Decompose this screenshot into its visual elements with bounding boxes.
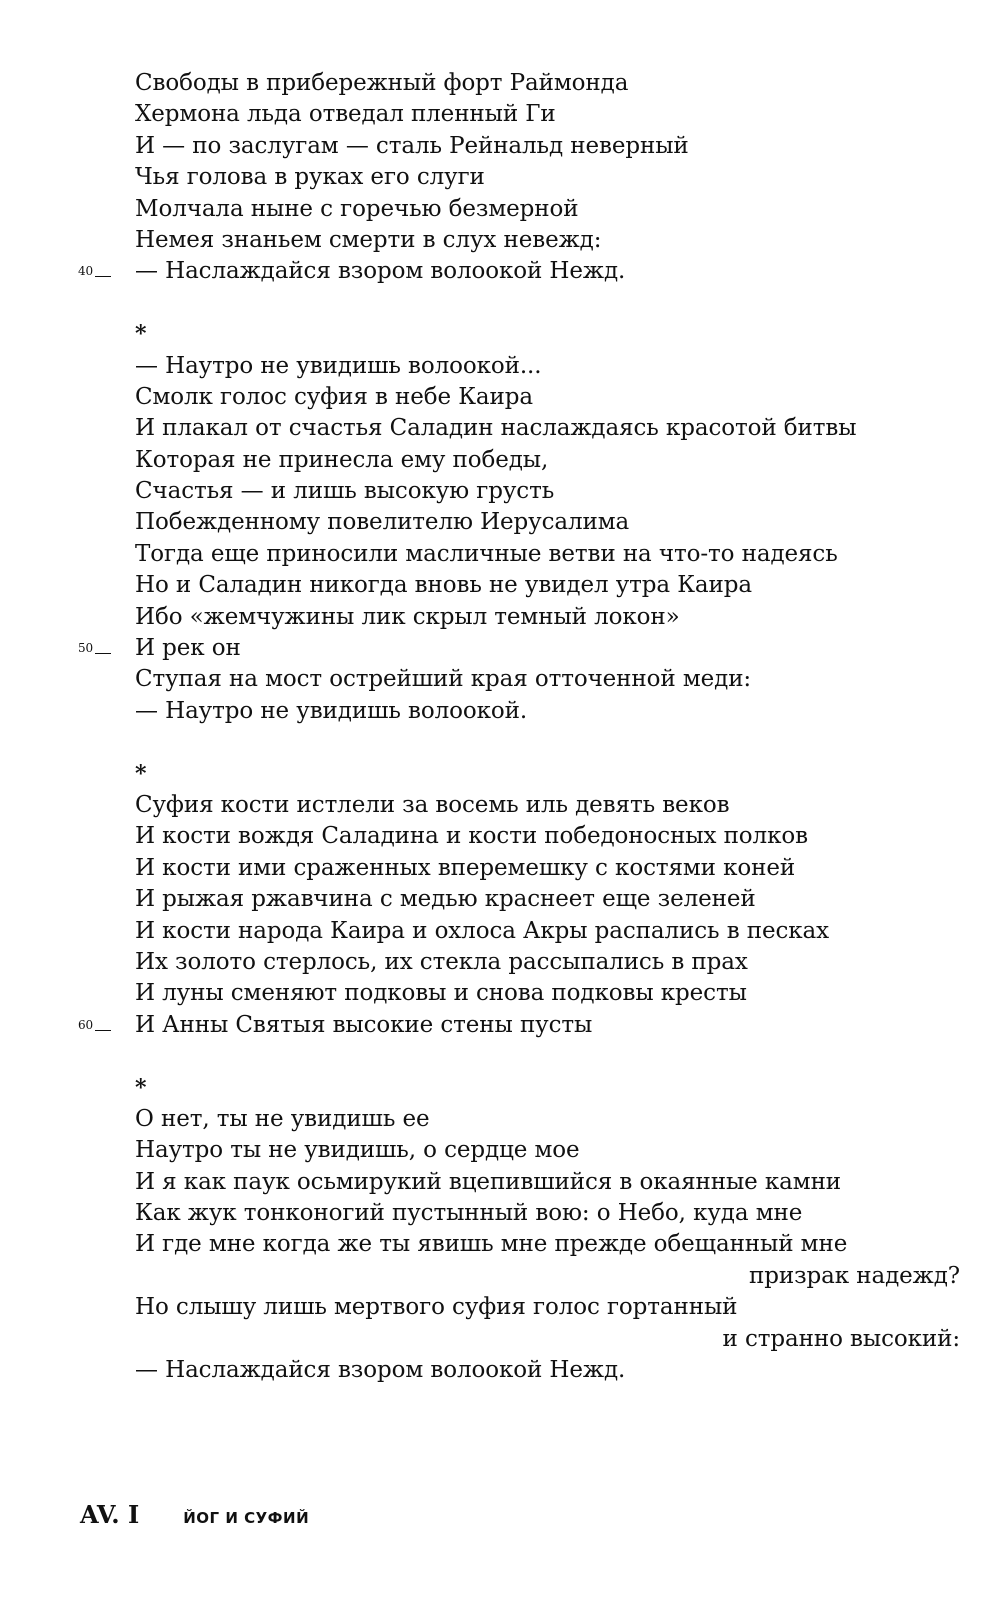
poem-line-text: — Наслаждайся взором волоокой Нежд. bbox=[135, 1357, 626, 1384]
poem-line-text: Ступая на мост острейший края отточенной меди: bbox=[135, 666, 752, 693]
poem-line bbox=[0, 382, 1000, 413]
poem-line-text: И кости ими сраженных вперемешку с костями коней bbox=[135, 854, 796, 881]
poem-line-text: Наутро ты не увидишь, о сердце мое bbox=[135, 1137, 580, 1164]
poem-line-text: Ибо «жемчужины лик скрыл темный локон» bbox=[135, 603, 680, 630]
poem-line-text: Счастья — и лишь высокую грусть bbox=[135, 478, 555, 505]
separator-star: * bbox=[135, 321, 147, 348]
line-number: 40 bbox=[78, 256, 111, 287]
poem-line bbox=[0, 853, 1000, 884]
poem-line bbox=[0, 445, 1000, 476]
poem-line-continuation bbox=[0, 1261, 1000, 1292]
section-number: AV. I bbox=[80, 1500, 140, 1529]
separator-star: * bbox=[135, 1074, 147, 1101]
poem-line-text: Побежденному повелителю Иерусалима bbox=[135, 509, 630, 536]
poem-line bbox=[0, 68, 1000, 99]
poem-line bbox=[0, 633, 1000, 664]
poem-line bbox=[0, 1355, 1000, 1386]
stanza-separator bbox=[0, 759, 1000, 790]
poem-line bbox=[0, 539, 1000, 570]
stanza-separator bbox=[0, 1073, 1000, 1104]
poem-line bbox=[0, 1104, 1000, 1135]
poem-line bbox=[0, 507, 1000, 538]
poem-line bbox=[0, 916, 1000, 947]
poem-line-text: Которая не принесла ему победы, bbox=[135, 446, 549, 473]
poem-line-text: И я как паук осьмирукий вцепившийся в окаянные камни bbox=[135, 1168, 842, 1195]
poem-line bbox=[0, 194, 1000, 225]
poem-line-text: Чья голова в руках его слуги bbox=[135, 164, 485, 191]
poem-line bbox=[0, 162, 1000, 193]
poem-line bbox=[0, 664, 1000, 695]
poem-line bbox=[0, 256, 1000, 287]
poem-line bbox=[0, 1135, 1000, 1166]
poem-line bbox=[0, 884, 1000, 915]
poem-line-text: Смолк голос суфия в небе Каира bbox=[135, 383, 533, 410]
poem-line bbox=[0, 99, 1000, 130]
poem-line-text: Тогда еще приносили масличные ветви на что-то надеясь bbox=[135, 540, 838, 567]
poem-line-text: Суфия кости истлели за восемь иль девять веков bbox=[135, 791, 730, 818]
poem-line-text: И рек он bbox=[135, 635, 241, 662]
poem-line bbox=[0, 696, 1000, 727]
poem-line-text: Молчала ныне с горечью безмерной bbox=[135, 195, 579, 222]
poem-line bbox=[0, 978, 1000, 1009]
poem-line-continuation bbox=[0, 1324, 1000, 1355]
page-footer bbox=[80, 1500, 309, 1529]
poem-line bbox=[0, 1292, 1000, 1323]
poem-line-text: Но и Саладин никогда вновь не увидел утра Каира bbox=[135, 572, 752, 599]
poem-text bbox=[0, 68, 1000, 1386]
poem-line-text: И луны сменяют подковы и снова подковы кресты bbox=[135, 980, 747, 1007]
poem-line-text: Но слышу лишь мертвого суфия голос гортанный bbox=[135, 1294, 738, 1321]
poem-line-text: И плакал от счастья Саладин наслаждаясь красотой битвы bbox=[135, 415, 857, 442]
poem-line-text: Свободы в прибережный форт Раймонда bbox=[135, 70, 629, 96]
poem-line-text: Хермона льда отведал пленный Ги bbox=[135, 101, 556, 128]
poem-line bbox=[0, 947, 1000, 978]
poem-line-text: И кости народа Каира и охлоса Акры распались в песках bbox=[135, 917, 830, 944]
poem-line bbox=[0, 570, 1000, 601]
poem-line bbox=[0, 602, 1000, 633]
poem-line bbox=[0, 1167, 1000, 1198]
poem-line-text: И рыжая ржавчина с медью краснеет еще зеленей bbox=[135, 886, 756, 913]
poem-line bbox=[0, 131, 1000, 162]
stanza-gap bbox=[0, 1041, 1000, 1072]
poem-line-text: Как жук тонконогий пустынный вою: о Небо, куда мне bbox=[135, 1200, 803, 1227]
poem-line bbox=[0, 821, 1000, 852]
running-title: ЙОГ И СУФИЙ bbox=[183, 1509, 310, 1527]
poem-line-text: И Анны Святыя высокие стены пусты bbox=[135, 1011, 593, 1038]
poem-line-text: Немея знаньем смерти в слух невежд: bbox=[135, 226, 602, 253]
line-number: 50 bbox=[78, 633, 111, 664]
poem-line bbox=[0, 1198, 1000, 1229]
poem-line bbox=[0, 790, 1000, 821]
stanza-separator bbox=[0, 319, 1000, 350]
poem-line-text: И кости вождя Саладина и кости победоносных полков bbox=[135, 823, 808, 850]
stanza-gap bbox=[0, 727, 1000, 758]
poem-line bbox=[0, 1010, 1000, 1041]
poem-line-text: О нет, ты не увидишь ее bbox=[135, 1105, 430, 1132]
poem-line-text: призрак надежд? bbox=[748, 1262, 960, 1289]
stanza-gap bbox=[0, 288, 1000, 319]
poem-line-text: — Наслаждайся взором волоокой Нежд. bbox=[135, 258, 626, 285]
poem-line-text: Их золото стерлось, их стекла рассыпались в прах bbox=[135, 948, 748, 975]
poem-line bbox=[0, 351, 1000, 382]
poem-line-text: И где мне когда же ты явишь мне прежде обещанный мне bbox=[135, 1231, 848, 1258]
poem-line-text: И — по заслугам — сталь Рейнальд неверный bbox=[135, 132, 689, 159]
poem-line bbox=[0, 225, 1000, 256]
separator-star: * bbox=[135, 760, 147, 787]
poem-line bbox=[0, 413, 1000, 444]
poem-line-text: — Наутро не увидишь волоокой... bbox=[135, 352, 542, 379]
poem-line-text: — Наутро не увидишь волоокой. bbox=[135, 697, 528, 724]
poem-line bbox=[0, 1229, 1000, 1260]
poem-line-text: и странно высокий: bbox=[722, 1325, 960, 1352]
line-number: 60 bbox=[78, 1010, 111, 1041]
poem-line bbox=[0, 476, 1000, 507]
